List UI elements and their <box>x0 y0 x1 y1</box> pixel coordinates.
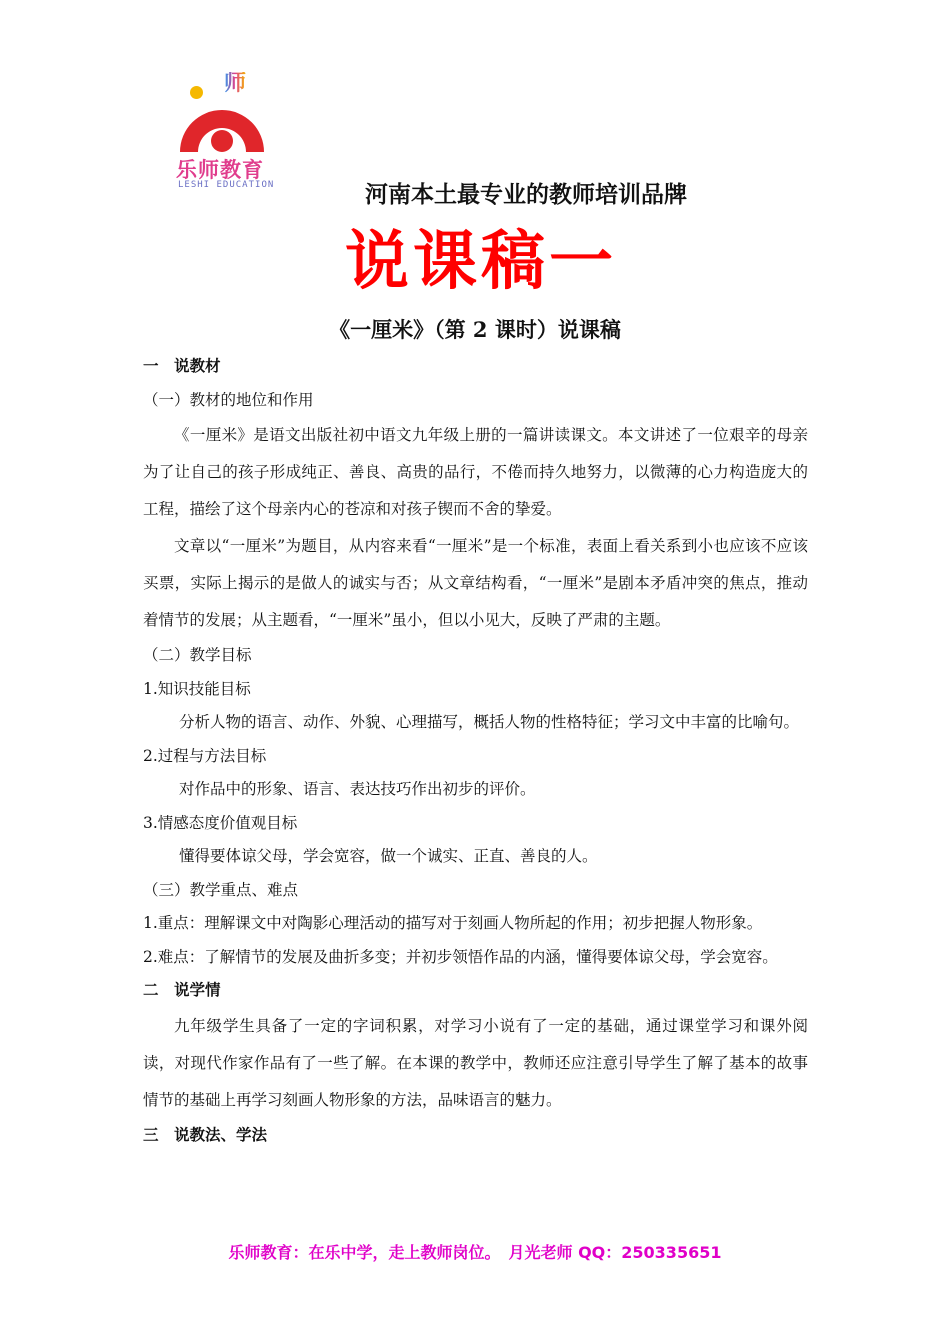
subsection-heading: （二）教学目标 <box>143 646 252 664</box>
paragraph-text: 《一厘米》是语文出版社初中语文九年级上册的一篇讲读课文。本文讲述了一位艰辛的母亲为了让自己的孩子形成纯正、善良、高贵的品行，不倦而持久地努力，以微薄的心力构造庞大的工程，描绘了这个母亲内心的苍凉和对孩子锲而不舍的挚爱。 <box>143 426 808 518</box>
goal-heading: 2.过程与方法目标 <box>143 746 267 765</box>
main-title: 说课稿一 <box>345 224 617 299</box>
subsection-heading: （一）教材的地位和作用 <box>143 390 314 409</box>
paragraph-text: 九年级学生具备了一定的字词积累，对学习小说有了一定的基础，通过课堂学习和课外阅读，对现代作家作品有了一些了解。在本课的教学中，教师还应注意引导学生了解了基本的故事情节的基础上再学习刻画人物形象的方法，品味语言的魅力。 <box>143 1016 808 1109</box>
goal-text: 对作品中的形象、语言、表达技巧作出初步的评价。 <box>179 780 536 798</box>
goal-text: 分析人物的语言、动作、外貌、心理描写，概括人物的性格特征；学习文中丰富的比喻句。 <box>179 713 800 731</box>
brand-logo <box>172 72 282 196</box>
paragraph-text: 文章以“一厘米”为题目，从内容来看“一厘米”是一个标准，表面上看关系到小也应该不应该买票，实际上揭示的是做人的诚实与否；从文章结构看，“一厘米”是剧本矛盾冲突的焦点，推动着情节的发展；从主题看，“一厘米”虽小，但以小见大，反映了严肃的主题。 <box>143 537 808 629</box>
page-footer: 乐师教育：在乐中学，走上教师岗位。 月光老师 QQ：250335651 <box>228 1243 722 1262</box>
section-heading: 二 说学情 <box>143 981 221 999</box>
section-heading: 三 说教法、学法 <box>143 1125 268 1144</box>
key-point: 1.重点：理解课文中对陶影心理活动的描写对于刻画人物所起的作用；初步把握人物形象。 <box>143 914 763 932</box>
goal-text: 懂得要体谅父母，学会宽容，做一个诚实、正直、善良的人。 <box>179 847 598 865</box>
paragraph <box>143 417 808 528</box>
subsection-heading: （三）教学重点、难点 <box>143 880 299 899</box>
section-heading: 一 说教材 <box>143 357 221 375</box>
goal-heading: 1.知识技能目标 <box>143 679 251 698</box>
document-title: 《一厘米》（第 2 课时）说课稿 <box>329 317 621 342</box>
logo-subtitle: LESHI EDUCATION <box>178 180 275 190</box>
logo-arch-icon <box>176 96 268 154</box>
paragraph <box>143 1008 808 1119</box>
paragraph <box>143 528 808 639</box>
logo-character: 师 <box>224 71 247 96</box>
goal-heading: 3.情感态度价值观目标 <box>143 813 298 832</box>
difficult-point: 2.难点：了解情节的发展及曲折多变；并初步领悟作品的内涵，懂得要体谅父母，学会宽容。 <box>143 947 778 966</box>
brand-tagline: 河南本土最专业的教师培训品牌 <box>365 181 687 208</box>
document-body <box>143 350 808 1152</box>
logo-name: 乐师教育 <box>176 158 264 182</box>
